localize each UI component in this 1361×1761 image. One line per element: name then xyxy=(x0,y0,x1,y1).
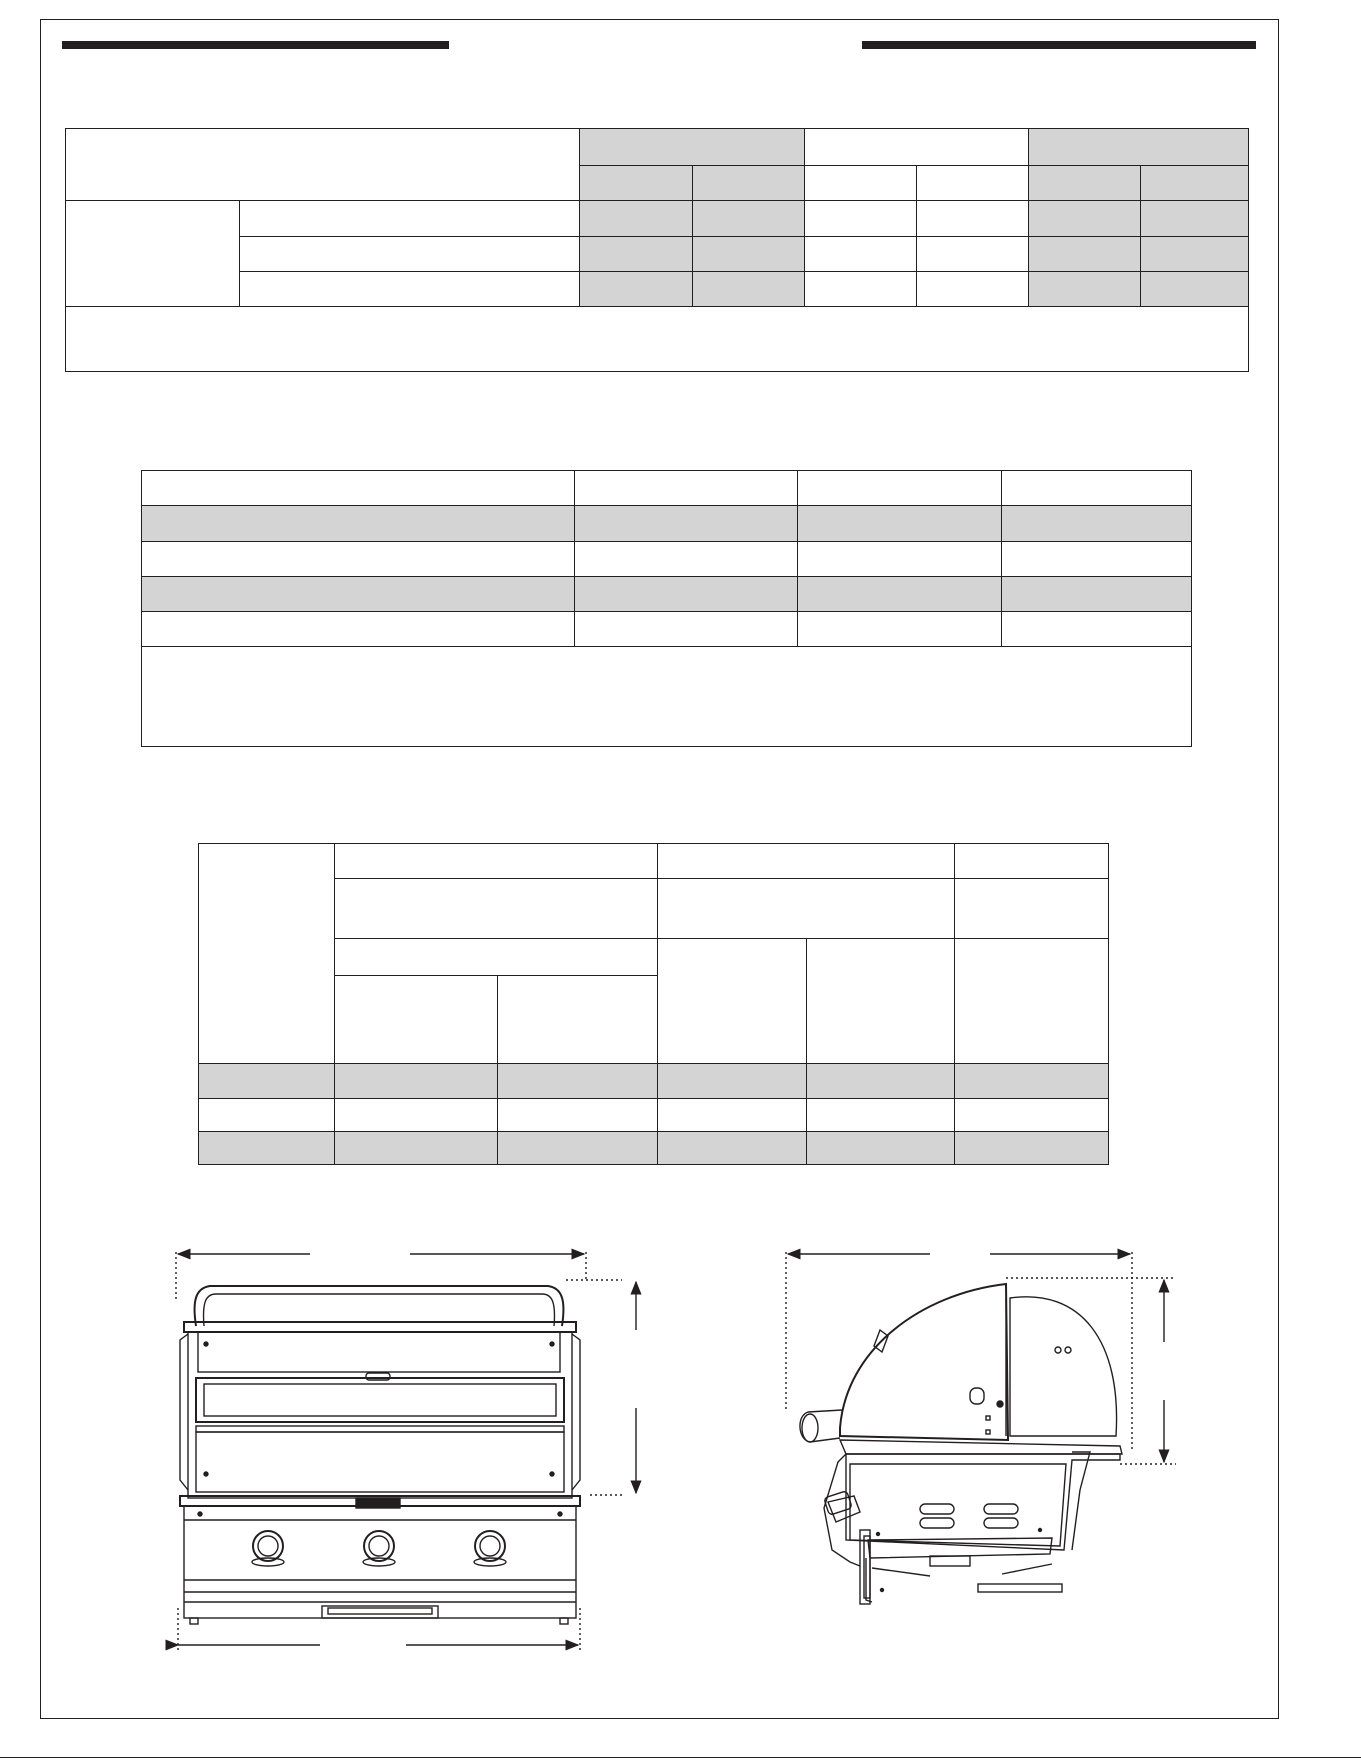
table-3-header-cell xyxy=(335,976,498,1064)
table-2-header-cell xyxy=(1002,471,1192,506)
table-1-cell xyxy=(805,272,917,307)
table-3-header-cell xyxy=(658,939,807,1064)
table-1-cell xyxy=(1141,237,1249,272)
table-2-header-cell xyxy=(798,471,1002,506)
table-1-row-group-label xyxy=(66,201,240,307)
table-2-cell xyxy=(798,612,1002,647)
table-3-header-cell xyxy=(658,879,955,939)
table-1-row-label xyxy=(240,201,580,237)
table-3-header-cell xyxy=(807,939,955,1064)
table-2-cell xyxy=(575,506,798,542)
table-1-subheader xyxy=(1029,166,1141,201)
table-3-cell xyxy=(658,1132,807,1165)
table-1-cell xyxy=(917,237,1029,272)
footer-rule xyxy=(0,1757,1361,1758)
table-1-cell xyxy=(580,201,693,237)
table-3-cell xyxy=(807,1099,955,1132)
table-1-cell xyxy=(693,201,805,237)
table-2-cell xyxy=(142,577,575,612)
spec-table-3 xyxy=(198,843,1109,1165)
table-2-cell xyxy=(1002,612,1192,647)
table-1-cell xyxy=(1029,237,1141,272)
table-2-cell xyxy=(1002,577,1192,612)
table-1-cell xyxy=(805,237,917,272)
table-1-cell xyxy=(1141,272,1249,307)
table-1-cell xyxy=(1029,272,1141,307)
table-3-header-cell xyxy=(335,939,658,976)
table-3-cell xyxy=(498,1064,658,1099)
table-1-subheader xyxy=(805,166,917,201)
header-rule-right xyxy=(862,41,1256,49)
table-2-cell xyxy=(575,612,798,647)
table-1-row-label xyxy=(240,272,580,307)
table-3-cell xyxy=(658,1099,807,1132)
table-1-cell xyxy=(580,237,693,272)
table-3-cell xyxy=(658,1064,807,1099)
table-2-note-row xyxy=(142,647,1192,747)
table-3-cell xyxy=(498,1099,658,1132)
table-1-cell xyxy=(693,272,805,307)
table-2-cell xyxy=(798,506,1002,542)
table-3-header-cell xyxy=(658,844,955,879)
table-1-group-header-1 xyxy=(580,129,805,166)
table-2-cell xyxy=(142,542,575,577)
table-2-cell xyxy=(798,542,1002,577)
table-3-header-cell xyxy=(335,879,658,939)
table-1-note-row xyxy=(66,307,1249,372)
table-3-cell xyxy=(335,1132,498,1165)
table-1-cell xyxy=(693,237,805,272)
table-1-cell xyxy=(1141,201,1249,237)
table-3-cell xyxy=(807,1132,955,1165)
table-3-cell xyxy=(955,1099,1109,1132)
table-1-row-label xyxy=(240,237,580,272)
table-1-subheader xyxy=(1141,166,1249,201)
table-3-row-header-cell xyxy=(199,844,335,1064)
table-3-header-cell xyxy=(955,939,1109,1064)
table-2-cell xyxy=(142,506,575,542)
grill-front-view-icon xyxy=(170,1240,650,1660)
table-3-cell xyxy=(335,1064,498,1099)
table-3-header-cell xyxy=(498,976,658,1064)
table-1-cell xyxy=(917,272,1029,307)
table-3-cell xyxy=(199,1132,335,1165)
table-1-cell xyxy=(1029,201,1141,237)
table-3-cell xyxy=(199,1064,335,1099)
table-1-corner-cell xyxy=(66,129,580,201)
table-3-cell xyxy=(955,1132,1109,1165)
table-2-cell xyxy=(1002,542,1192,577)
table-1-group-header-3 xyxy=(1029,129,1249,166)
table-2-cell xyxy=(798,577,1002,612)
table-3-cell xyxy=(955,1064,1109,1099)
table-1-cell xyxy=(917,201,1029,237)
table-3-cell xyxy=(335,1099,498,1132)
table-1-subheader xyxy=(917,166,1029,201)
table-2-header-cell xyxy=(142,471,575,506)
table-3-cell xyxy=(807,1064,955,1099)
spec-table-1 xyxy=(65,128,1249,372)
table-2-cell xyxy=(142,612,575,647)
table-1-group-header-2 xyxy=(805,129,1029,166)
table-3-header-cell xyxy=(335,844,658,879)
table-3-cell xyxy=(199,1099,335,1132)
grill-side-view-icon xyxy=(780,1240,1200,1640)
table-1-cell xyxy=(580,272,693,307)
table-2-header-cell xyxy=(575,471,798,506)
table-2-cell xyxy=(575,577,798,612)
table-3-cell xyxy=(498,1132,658,1165)
table-1-subheader xyxy=(580,166,693,201)
header-rule-left xyxy=(62,41,449,49)
table-2-cell xyxy=(1002,506,1192,542)
table-1-cell xyxy=(805,201,917,237)
table-1-subheader xyxy=(693,166,805,201)
spec-table-2 xyxy=(141,470,1192,747)
table-2-cell xyxy=(575,542,798,577)
table-3-header-cell xyxy=(955,844,1109,879)
table-3-header-cell xyxy=(955,879,1109,939)
